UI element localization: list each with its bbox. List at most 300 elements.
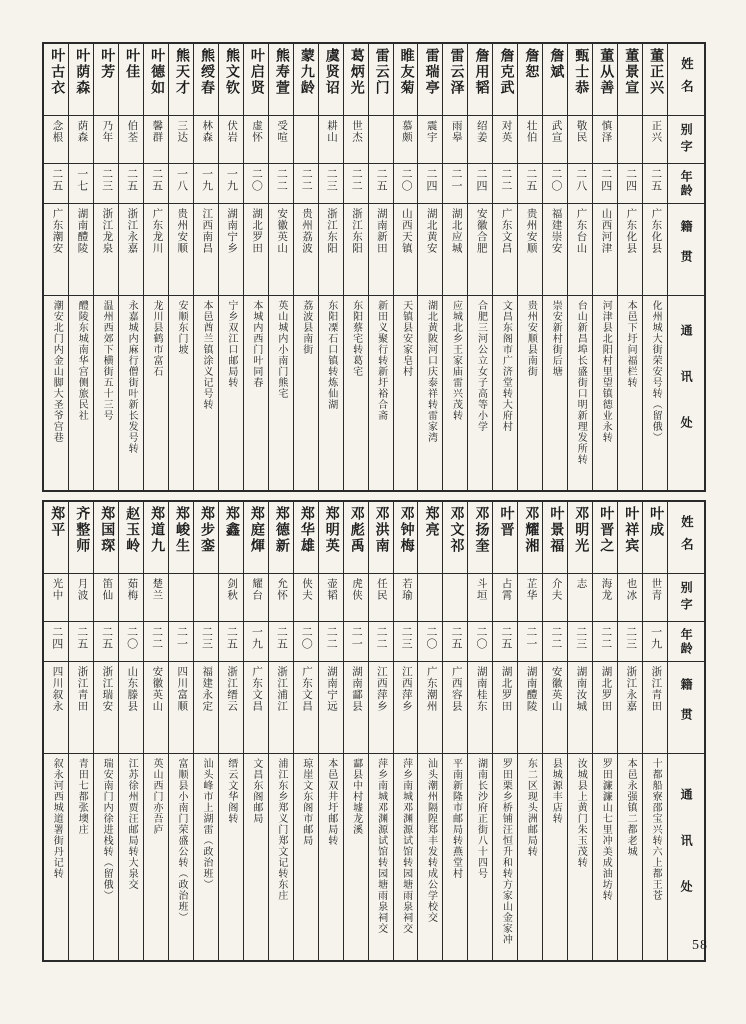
entry-zi-cell <box>194 116 218 164</box>
entry-name: 董景宣 <box>623 48 639 96</box>
entry-native: 广东文昌 <box>251 666 263 712</box>
entry-address-cell <box>443 296 467 490</box>
entry-age: 二三 <box>400 626 413 650</box>
entry-name: 叶成 <box>648 506 664 538</box>
entry-age-cell <box>394 622 418 662</box>
entry-address-cell <box>294 754 318 960</box>
entry-age: 二〇 <box>125 626 138 650</box>
entry-name: 叶晋 <box>498 506 514 538</box>
entry-zi-cell <box>244 116 268 164</box>
entry-name-cell <box>194 44 218 116</box>
entry-address-cell <box>443 754 467 960</box>
entry-native: 浙江缙云 <box>226 666 238 712</box>
entry-native-cell <box>493 662 517 754</box>
entry-native: 广东潮安 <box>51 208 63 254</box>
entry-address: 天镇县安家皂村 <box>400 300 412 377</box>
entry-name-cell <box>269 44 293 116</box>
entry-name: 郑庭煇 <box>248 506 264 554</box>
entry-zi: 侠夫 <box>301 578 313 601</box>
person-entry-column <box>44 44 69 490</box>
person-entry-column <box>69 502 94 960</box>
entry-zi-cell <box>394 116 418 164</box>
entry-native-cell <box>344 204 368 296</box>
person-entry-column <box>593 502 618 960</box>
entry-name-cell <box>568 44 592 116</box>
entry-native-cell <box>244 204 268 296</box>
entry-address: 湖北黄陂河口庆泰祥转雷家湾 <box>425 300 437 443</box>
person-entry-column <box>543 44 568 490</box>
entry-zi-cell <box>169 574 193 622</box>
entry-zi-cell <box>443 574 467 622</box>
entry-zi-cell <box>44 574 68 622</box>
entry-zi: 绍姜 <box>475 120 487 143</box>
entry-name: 邓文祁 <box>448 506 464 554</box>
entry-age-cell <box>344 164 368 204</box>
entry-age-cell <box>493 164 517 204</box>
entry-zi: 敬民 <box>575 120 587 143</box>
entry-name: 甄士恭 <box>573 48 589 96</box>
entry-address-cell <box>518 296 542 490</box>
entry-zi: 震宇 <box>425 120 437 143</box>
entry-age: 二五 <box>50 168 63 192</box>
entry-age-cell <box>244 622 268 662</box>
entry-native: 山东滕县 <box>126 666 138 712</box>
entry-native: 广东化县 <box>650 208 662 254</box>
entry-age-cell <box>543 622 567 662</box>
entry-address-cell <box>518 754 542 960</box>
entry-native: 安徽合肥 <box>475 208 487 254</box>
person-entry-column <box>493 44 518 490</box>
entry-native: 湖南新田 <box>375 208 387 254</box>
entry-zi-cell <box>69 574 93 622</box>
entry-name: 叶启贤 <box>248 48 264 96</box>
entry-age: 二一 <box>450 168 462 192</box>
entry-zi: 楚兰 <box>151 578 163 601</box>
entry-address-cell <box>269 296 293 490</box>
entry-name: 郑步銮 <box>199 506 214 554</box>
entry-address-cell <box>269 754 293 960</box>
entry-address-cell <box>369 296 393 490</box>
entry-native: 安徽英山 <box>151 666 163 712</box>
entry-zi-cell <box>369 116 393 164</box>
entry-age-cell <box>169 164 193 204</box>
entry-name: 赵玉岭 <box>124 506 140 554</box>
entry-native-cell <box>194 662 218 754</box>
entry-native: 湖北黄安 <box>425 208 437 254</box>
entry-address-cell <box>94 296 118 490</box>
entry-address: 汝城县上黄门朱玉茂转 <box>575 758 587 868</box>
entry-native: 江西萍乡 <box>375 666 387 712</box>
entry-age-cell <box>369 622 393 662</box>
entry-native-cell <box>294 662 318 754</box>
entry-age: 二五 <box>150 168 163 192</box>
entry-zi-cell <box>643 574 667 622</box>
entry-name: 詹恕 <box>523 48 539 80</box>
entry-age: 二五 <box>499 626 512 650</box>
entry-name-cell <box>543 44 567 116</box>
entry-name: 郑鑫 <box>223 506 239 538</box>
person-entry-column <box>169 502 194 960</box>
entry-zi: 林森 <box>201 120 213 143</box>
person-entry-column <box>618 44 643 490</box>
entry-zi: 月波 <box>76 578 88 601</box>
entry-native-cell <box>69 662 93 754</box>
entry-zi: 世杰 <box>350 120 362 143</box>
entry-name: 蒙九龄 <box>298 48 314 96</box>
entry-zi: 占霄 <box>500 578 512 601</box>
entry-address-cell <box>344 754 368 960</box>
entry-address-cell <box>319 754 343 960</box>
entry-native-cell <box>319 204 343 296</box>
entry-age-cell <box>244 164 268 204</box>
entry-age-cell <box>369 164 393 204</box>
entry-zi-cell <box>319 574 343 622</box>
entry-zi: 伏岩 <box>226 120 238 143</box>
entry-name: 叶景福 <box>548 506 564 554</box>
entry-address-cell <box>643 296 667 490</box>
entry-name-cell <box>543 502 567 574</box>
entry-native: 四川富顺 <box>176 666 188 712</box>
entry-age: 二五 <box>450 626 462 650</box>
entry-native: 湖北罗田 <box>600 666 612 712</box>
entry-address-cell <box>319 296 343 490</box>
entry-zi: 海龙 <box>600 578 612 601</box>
entry-native: 广东文昌 <box>301 666 313 712</box>
entry-zi: 介夫 <box>550 578 562 601</box>
header-name-label: 姓名 <box>679 57 694 102</box>
entry-zi: 对英 <box>500 120 512 143</box>
entry-name-cell <box>119 44 143 116</box>
entry-native-cell <box>394 662 418 754</box>
entry-address-cell <box>244 296 268 490</box>
entry-age-cell <box>394 164 418 204</box>
entry-age-cell <box>144 622 168 662</box>
entry-native-cell <box>169 204 193 296</box>
entry-address-cell <box>418 296 442 490</box>
entry-age: 二五 <box>275 626 288 650</box>
person-entry-column <box>119 44 144 490</box>
entry-native: 浙江永嘉 <box>625 666 637 712</box>
entry-zi: 壶韬 <box>325 578 337 601</box>
person-entry-column <box>94 502 119 960</box>
entry-address: 崇安新村街后塘 <box>550 300 562 377</box>
person-entry-column <box>244 502 269 960</box>
entry-address: 酃县中村墟龙溪 <box>350 758 362 835</box>
entry-address: 温州西郊下横街五十三号 <box>101 300 113 421</box>
entry-age: 二〇 <box>250 168 263 192</box>
entry-name-cell <box>144 502 168 574</box>
entry-name: 邓洪南 <box>373 506 389 554</box>
entry-age: 二〇 <box>474 626 487 650</box>
header-zi-label: 别字 <box>679 580 694 615</box>
entry-name: 郑峻生 <box>174 506 190 554</box>
entry-zi-cell <box>493 116 517 164</box>
entry-zi-cell <box>568 574 592 622</box>
person-entry-column <box>219 502 244 960</box>
entry-address-cell <box>219 296 243 490</box>
entry-name: 叶古衣 <box>49 48 65 96</box>
entry-age-cell <box>618 622 642 662</box>
person-entry-column <box>593 44 618 490</box>
entry-native: 江西南昌 <box>201 208 213 254</box>
entry-age: 二二 <box>599 626 612 650</box>
entry-address: 青田七都张墺庄 <box>76 758 88 835</box>
entry-address-cell <box>618 754 642 960</box>
header-address <box>668 754 704 960</box>
entry-native: 贵州荔波 <box>301 208 313 254</box>
entry-native: 湖南桂东 <box>475 666 487 712</box>
entry-address: 东阳蔡宅转葛宅 <box>350 300 362 377</box>
entry-address-cell <box>169 296 193 490</box>
entry-age-cell <box>269 164 293 204</box>
entry-zi-cell <box>518 574 542 622</box>
entry-name-cell <box>44 502 68 574</box>
entry-age: 二三 <box>325 168 338 192</box>
entry-age-cell <box>319 622 343 662</box>
entry-age-cell <box>344 622 368 662</box>
header-zi <box>668 116 704 164</box>
entry-name-cell <box>643 502 667 574</box>
entry-zi-cell <box>618 574 642 622</box>
entry-name-cell <box>369 44 393 116</box>
header-native <box>668 204 704 296</box>
entry-native-cell <box>294 204 318 296</box>
entry-native: 浙江东阳 <box>350 208 362 254</box>
entry-age: 一九 <box>200 168 213 192</box>
entry-age-cell <box>568 164 592 204</box>
entry-name: 叶晋之 <box>598 506 614 554</box>
entry-name-cell <box>443 44 467 116</box>
entry-zi-cell <box>269 116 293 164</box>
entry-address-cell <box>394 754 418 960</box>
entry-zi-cell <box>169 116 193 164</box>
entry-native: 湖南醴陵 <box>525 666 537 712</box>
entry-name: 叶佳 <box>124 48 140 80</box>
entry-native: 浙江青田 <box>76 666 88 712</box>
entry-address: 潮安北门内金山脚大圣爷宫巷 <box>51 300 63 443</box>
entry-age-cell <box>593 622 617 662</box>
entry-name: 虞贤诏 <box>323 48 339 96</box>
entry-address: 富顺县小南门荣盛公转（政治班） <box>176 758 187 923</box>
entry-address-cell <box>219 754 243 960</box>
entry-zi: 三达 <box>176 120 188 143</box>
entry-zi-cell <box>618 116 642 164</box>
person-entry-column <box>344 44 369 490</box>
entry-address: 十都船寮邵宝兴转六上都王苍 <box>650 758 662 901</box>
person-entry-column <box>568 44 593 490</box>
entry-name-cell <box>119 502 143 574</box>
entry-native-cell <box>394 204 418 296</box>
entry-age: 一九 <box>225 168 238 192</box>
entry-native-cell <box>169 662 193 754</box>
entry-zi: 斗垣 <box>475 578 487 601</box>
entry-native: 湖南酃县 <box>350 666 362 712</box>
entry-address: 缙云文华阁转 <box>225 758 237 824</box>
entry-native: 浙江龙泉 <box>101 208 113 254</box>
person-entry-column <box>169 44 194 490</box>
person-entry-column <box>468 502 493 960</box>
entry-age-cell <box>119 164 143 204</box>
entry-native-cell <box>319 662 343 754</box>
entry-name-cell <box>493 44 517 116</box>
person-entry-column <box>369 44 394 490</box>
entry-native-cell <box>194 204 218 296</box>
entry-age-cell <box>44 164 68 204</box>
entry-zi-cell <box>94 574 118 622</box>
entry-age-cell <box>69 622 93 662</box>
entry-zi-cell <box>269 574 293 622</box>
entry-age-cell <box>194 164 218 204</box>
entry-native: 广西容县 <box>450 666 462 712</box>
entry-name: 邓明光 <box>573 506 589 554</box>
entry-zi: 耕山 <box>325 120 337 143</box>
entry-age-cell <box>418 164 442 204</box>
entry-address: 东阳凓石口镇转炼仙湖 <box>325 300 337 410</box>
entry-native-cell <box>543 204 567 296</box>
entry-zi: 允怀 <box>276 578 288 601</box>
entry-zi-cell <box>568 116 592 164</box>
entry-name-cell <box>169 44 193 116</box>
entry-zi: 虚怀 <box>251 120 263 143</box>
entry-age-cell <box>593 164 617 204</box>
entry-zi-cell <box>468 574 492 622</box>
entry-address: 平南新隆市邮局转燕堂村 <box>450 758 462 879</box>
entry-address-cell <box>618 296 642 490</box>
entry-age-cell <box>443 164 467 204</box>
entry-name-cell <box>44 44 68 116</box>
entry-name-cell <box>344 44 368 116</box>
entry-address-cell <box>244 754 268 960</box>
person-entry-column <box>643 502 668 960</box>
entry-name-cell <box>618 502 642 574</box>
entry-name: 雷云泽 <box>448 48 464 96</box>
entry-native: 江西萍乡 <box>400 666 412 712</box>
entry-native: 湖南醴陵 <box>76 208 88 254</box>
entry-age: 二一 <box>524 626 537 650</box>
entry-address: 文昌东阁市广济堂转大府村 <box>500 300 512 432</box>
entry-address: 龙川县鹤市富石 <box>151 300 163 377</box>
entry-address: 汕头潮州隔隍郑丰发转成公学校交 <box>425 758 437 923</box>
entry-name: 邓钟梅 <box>398 506 414 554</box>
entry-native-cell <box>618 662 642 754</box>
entry-zi: 若瑜 <box>400 578 412 601</box>
person-entry-column <box>194 44 219 490</box>
entry-zi-cell <box>593 574 617 622</box>
entry-age-cell <box>518 164 542 204</box>
person-entry-column <box>493 502 518 960</box>
entry-name: 邓彪禹 <box>348 506 364 554</box>
entry-zi: 剑秋 <box>226 578 238 601</box>
entry-address: 贵州安顺县南街 <box>525 300 537 377</box>
entry-address: 本邑下圩问福栏转 <box>625 300 637 388</box>
entry-age: 二三 <box>574 626 587 650</box>
entry-name-cell <box>568 502 592 574</box>
entry-zi: 任民 <box>375 578 387 601</box>
entry-address: 英山西门亦吾庐 <box>151 758 163 835</box>
entry-native: 安徽英山 <box>276 208 288 254</box>
entry-name: 雷瑞亭 <box>423 48 439 96</box>
entry-name: 熊寿萱 <box>273 48 289 96</box>
entry-zi-cell <box>344 574 368 622</box>
entry-address: 英山城内小南门熊宅 <box>275 300 287 399</box>
entry-age: 二五 <box>125 168 138 192</box>
entry-zi: 念根 <box>51 120 63 143</box>
entry-age-cell <box>119 622 143 662</box>
entry-zi: 芷华 <box>525 578 537 601</box>
entry-age: 一九 <box>250 626 263 650</box>
entry-address-cell <box>294 296 318 490</box>
entry-zi-cell <box>543 116 567 164</box>
entry-age: 二四 <box>624 168 637 192</box>
entry-address: 本邑双井圩邮局转 <box>325 758 337 846</box>
entry-address-cell <box>543 296 567 490</box>
entry-name-cell <box>618 44 642 116</box>
entry-zi-cell <box>543 574 567 622</box>
entry-name-cell <box>468 502 492 574</box>
entry-address: 东二区现头洲邮局转 <box>525 758 537 857</box>
entry-zi: 乃年 <box>101 120 113 143</box>
entry-address: 文昌东阁邮局 <box>250 758 262 824</box>
entry-name-cell <box>169 502 193 574</box>
entry-name-cell <box>369 502 393 574</box>
entry-native-cell <box>418 662 442 754</box>
header-address-label: 通讯处 <box>679 788 694 926</box>
entry-name-cell <box>443 502 467 574</box>
entry-address: 化州城大街荣安号转（留俄） <box>650 300 662 443</box>
entry-native: 广东台山 <box>575 208 587 254</box>
entry-address-cell <box>643 754 667 960</box>
entry-native: 福建崇安 <box>550 208 562 254</box>
entry-address: 浦江东乡郑义门郑文记转东庄 <box>275 758 287 901</box>
entry-age: 二八 <box>574 168 587 192</box>
roster-table-bottom <box>42 500 706 962</box>
entry-native: 浙江永嘉 <box>126 208 138 254</box>
entry-native-cell <box>69 204 93 296</box>
header-name <box>668 502 704 574</box>
entry-age: 二五 <box>75 626 88 650</box>
entry-name: 董从善 <box>598 48 614 96</box>
entry-native: 四川叙永 <box>51 666 63 712</box>
entry-age: 二〇 <box>400 168 413 192</box>
entry-zi-cell <box>194 574 218 622</box>
entry-age-cell <box>518 622 542 662</box>
person-entry-column <box>543 502 568 960</box>
entry-native-cell <box>593 662 617 754</box>
entry-address: 永嘉城内麻行僧街叶新长发号转 <box>126 300 138 454</box>
entry-name: 叶祥宾 <box>623 506 639 554</box>
entry-address-cell <box>568 754 592 960</box>
entry-age-cell <box>418 622 442 662</box>
entry-zi-cell <box>44 116 68 164</box>
entry-zi: 伯荃 <box>126 120 138 143</box>
entry-zi-cell <box>244 574 268 622</box>
person-entry-column <box>44 502 69 960</box>
entry-zi-cell <box>94 116 118 164</box>
entry-age: 一七 <box>75 168 88 192</box>
person-entry-column <box>618 502 643 960</box>
entry-native: 贵州安顺 <box>176 208 188 254</box>
entry-age: 二五 <box>100 626 113 650</box>
entry-age-cell <box>69 164 93 204</box>
entry-native-cell <box>593 204 617 296</box>
entry-name-cell <box>493 502 517 574</box>
entry-native-cell <box>468 204 492 296</box>
entry-name-cell <box>244 502 268 574</box>
entry-native-cell <box>144 662 168 754</box>
header-native-label: 籍贯 <box>679 677 694 738</box>
entry-age: 二二 <box>300 168 313 192</box>
person-entry-column <box>518 502 543 960</box>
